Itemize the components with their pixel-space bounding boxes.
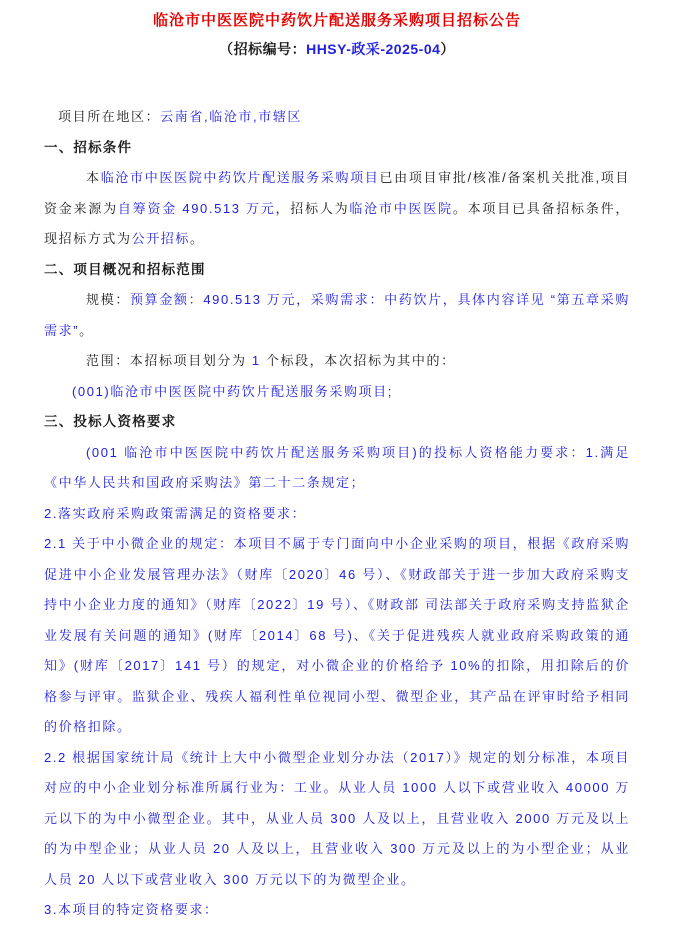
document-subtitle <box>44 34 630 64</box>
paragraph <box>44 102 630 133</box>
template-text: 个标段，本次招标为其中的： <box>260 353 456 368</box>
template-text: 一、招标条件 <box>44 139 133 155</box>
field-value-text: 临沧市中医医院 <box>349 200 453 216</box>
spacer <box>44 64 630 102</box>
template-text: 。 <box>190 231 205 246</box>
template-text: ） <box>440 41 455 57</box>
template-text: 规模： <box>86 292 130 307</box>
field-value-text: (001)临沧市中医医院中药饮片配送服务采购项目; <box>72 383 393 399</box>
field-value-text: (001 临沧市中医医院中药饮片配送服务采购项目)的投标人资格能力要求：1.满足《中华人民共和国政府采购法》第二十二条规定； <box>44 444 630 490</box>
paragraph <box>44 895 630 926</box>
template-text: （招标编号： <box>219 41 307 57</box>
section-heading <box>44 133 630 164</box>
template-text: ，招标人为 <box>275 200 350 216</box>
document-body <box>44 102 630 926</box>
field-value-text: 2.落实政府采购政策需满足的资格要求： <box>44 505 307 521</box>
field-value-text: 1 <box>251 353 261 368</box>
template-text: 。 <box>79 322 94 338</box>
field-value-text: 3.本项目的特定资格要求： <box>44 902 219 917</box>
section-heading <box>44 255 630 286</box>
paragraph <box>44 163 630 255</box>
paragraph <box>44 743 630 896</box>
template-text: 本 <box>86 170 101 185</box>
field-value-text: 预算金额：490.513 万元，采购需求：中药饮片，具体内容详见 “第五章采购需求” <box>44 292 630 338</box>
paragraph <box>44 438 630 499</box>
template-text: 已由项目审批/核准/备案机关批准,项目资金来源为 <box>44 170 630 216</box>
template-text: 三、投标人资格要求 <box>44 414 177 429</box>
field-value-text: 自筹资金 490.513 万元 <box>117 200 276 216</box>
paragraph <box>44 285 630 346</box>
paragraph <box>44 529 630 743</box>
template-text: 。本项目已具备招标条件，现招标方式为 <box>44 200 630 246</box>
template-text: 二、项目概况和招标范围 <box>44 261 206 277</box>
field-value-text: 云南省,临沧市,市辖区 <box>160 109 303 124</box>
section-heading <box>44 407 630 438</box>
field-value-text: 2.2 根据国家统计局《统计上大中小微型企业划分办法（2017）》规定的划分标准，本项目对应的中小企业划分标准所属行业为：工业。从业人员 1000 人以下或营业收入 40000 万元以下的为中小微型企业。其中，从业人员 300 人及以上，且营业收入 2000 万元及以上的为中型企业；从业人员 20 人及以上，且营业收入 300 万元及以上的为小型企业；从业人员 20 人以下或营业收入 300 万元以下的为微型企业。 <box>44 749 630 887</box>
field-value-text: 公开招标 <box>131 231 191 246</box>
document-title: 临沧市中医医院中药饮片配送服务采购项目招标公告 <box>152 12 521 29</box>
paragraph <box>44 499 630 530</box>
field-value-text: 2.1 关于中小微企业的规定：本项目不属于专门面向中小企业采购的项目，根据《政府采购促进中小企业发展管理办法》（财库〔2020〕46 号）、《财政部关于进一步加大政府采购支持中小企业力度的通知》（财库〔2022〕19 号）、《财政部 司法部关于政府采购支持监狱企业发展有关问题的通知》(财库〔2014〕68 号)、《关于促进残疾人就业政府采购政策的通知》(财库〔2017〕141 号）的规定，对小微企业的价格给予 10%的扣除，用扣除后的价格参与评审。监狱企业、残疾人福利性单位视同小型、微型企业，其产品在评审时给予相同的价格扣除。 <box>44 536 630 734</box>
paragraph <box>44 377 630 408</box>
field-value-text: 临沧市中医医院中药饮片配送服务采购项目 <box>100 170 380 185</box>
paragraph <box>44 346 630 377</box>
field-value-text: HHSY-政采-2025-04 <box>306 41 441 57</box>
template-text: 项目所在地区： <box>58 109 161 124</box>
template-text: 范围：本招标项目划分为 <box>86 353 252 368</box>
